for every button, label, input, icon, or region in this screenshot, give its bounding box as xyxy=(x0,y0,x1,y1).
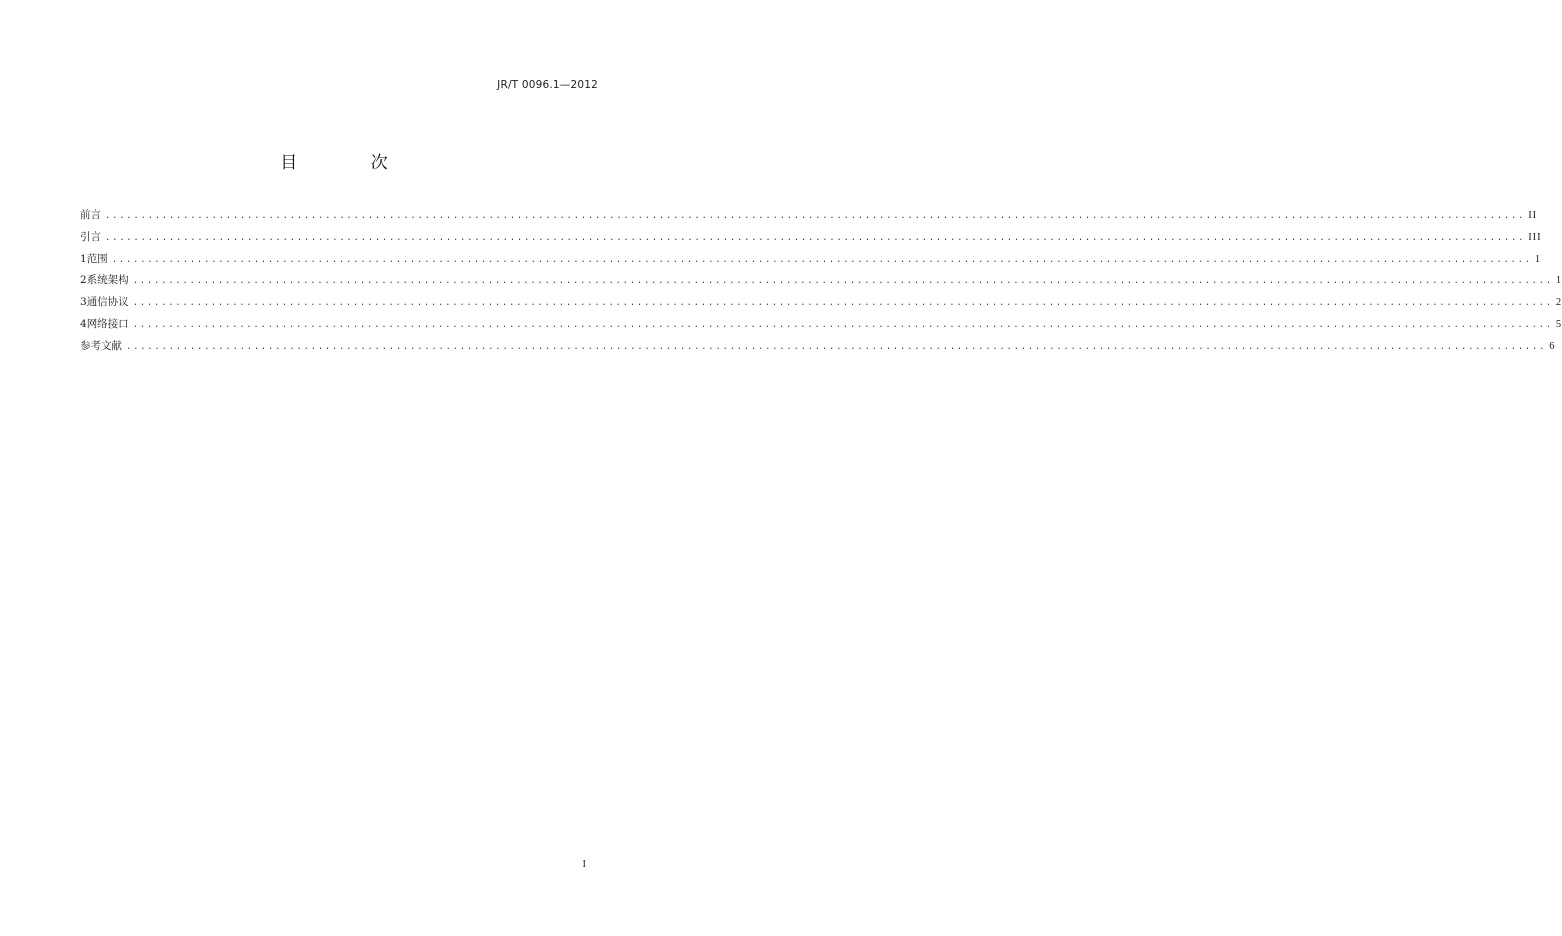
toc-entry-number: 1 xyxy=(80,252,87,265)
page-number: I xyxy=(582,859,586,870)
toc-entry-bibliography[interactable] xyxy=(80,338,1556,360)
toc-entry-page: 6 xyxy=(1549,340,1556,352)
toc-title: 目 次 xyxy=(280,153,422,173)
toc-dot-leader: ........................................................................................................................................................................................................ xyxy=(132,276,1553,287)
toc-entry-label: 前言 xyxy=(80,209,101,221)
toc-dot-leader: ........................................................................................................................................................................................................ xyxy=(132,319,1553,330)
standard-code-header: JR/T 0096.1—2012 xyxy=(497,79,598,91)
toc-dot-leader: ........................................................................................................................................................................................................ xyxy=(105,232,1526,243)
toc-entry-number: 3 xyxy=(80,296,87,309)
toc-entry-label: 参考文献 xyxy=(80,339,122,352)
toc-entry-number: 2 xyxy=(80,274,87,287)
toc-dot-leader: ........................................................................................................................................................................................................ xyxy=(132,298,1553,309)
toc-entry-page: 1 xyxy=(1534,253,1542,265)
toc-entry-page: 1 xyxy=(1555,275,1562,287)
toc-entry-label: 系统架构 xyxy=(86,274,129,287)
toc-dot-leader: ........................................................................................................................................................................................................ xyxy=(105,211,1526,221)
toc-entry-page: 2 xyxy=(1555,297,1562,309)
toc-entry-label: 引言 xyxy=(80,230,101,243)
toc-dot-leader: ........................................................................................................................................................................................................ xyxy=(126,341,1547,352)
toc-entry-page: III xyxy=(1528,231,1542,243)
toc-entry-communication-protocol[interactable] xyxy=(80,294,1562,316)
toc-dot-leader: ........................................................................................................................................................................................................ xyxy=(111,254,1532,265)
toc-entry-page: 5 xyxy=(1555,318,1562,330)
toc-entry-page: II xyxy=(1528,210,1538,221)
toc-entry-scope[interactable] xyxy=(80,251,1542,273)
toc-entry-number: 4 xyxy=(80,317,87,330)
toc-entry-label: 网络接口 xyxy=(86,317,129,330)
toc-entry-system-architecture[interactable] xyxy=(80,272,1562,294)
toc-list xyxy=(80,207,1562,360)
toc-entry-label: 通信协议 xyxy=(86,296,129,309)
toc-entry-foreword[interactable] xyxy=(80,207,1538,229)
toc-entry-label: 范围 xyxy=(86,252,108,265)
toc-entry-introduction[interactable] xyxy=(80,229,1542,251)
toc-entry-network-interface[interactable] xyxy=(80,316,1562,338)
